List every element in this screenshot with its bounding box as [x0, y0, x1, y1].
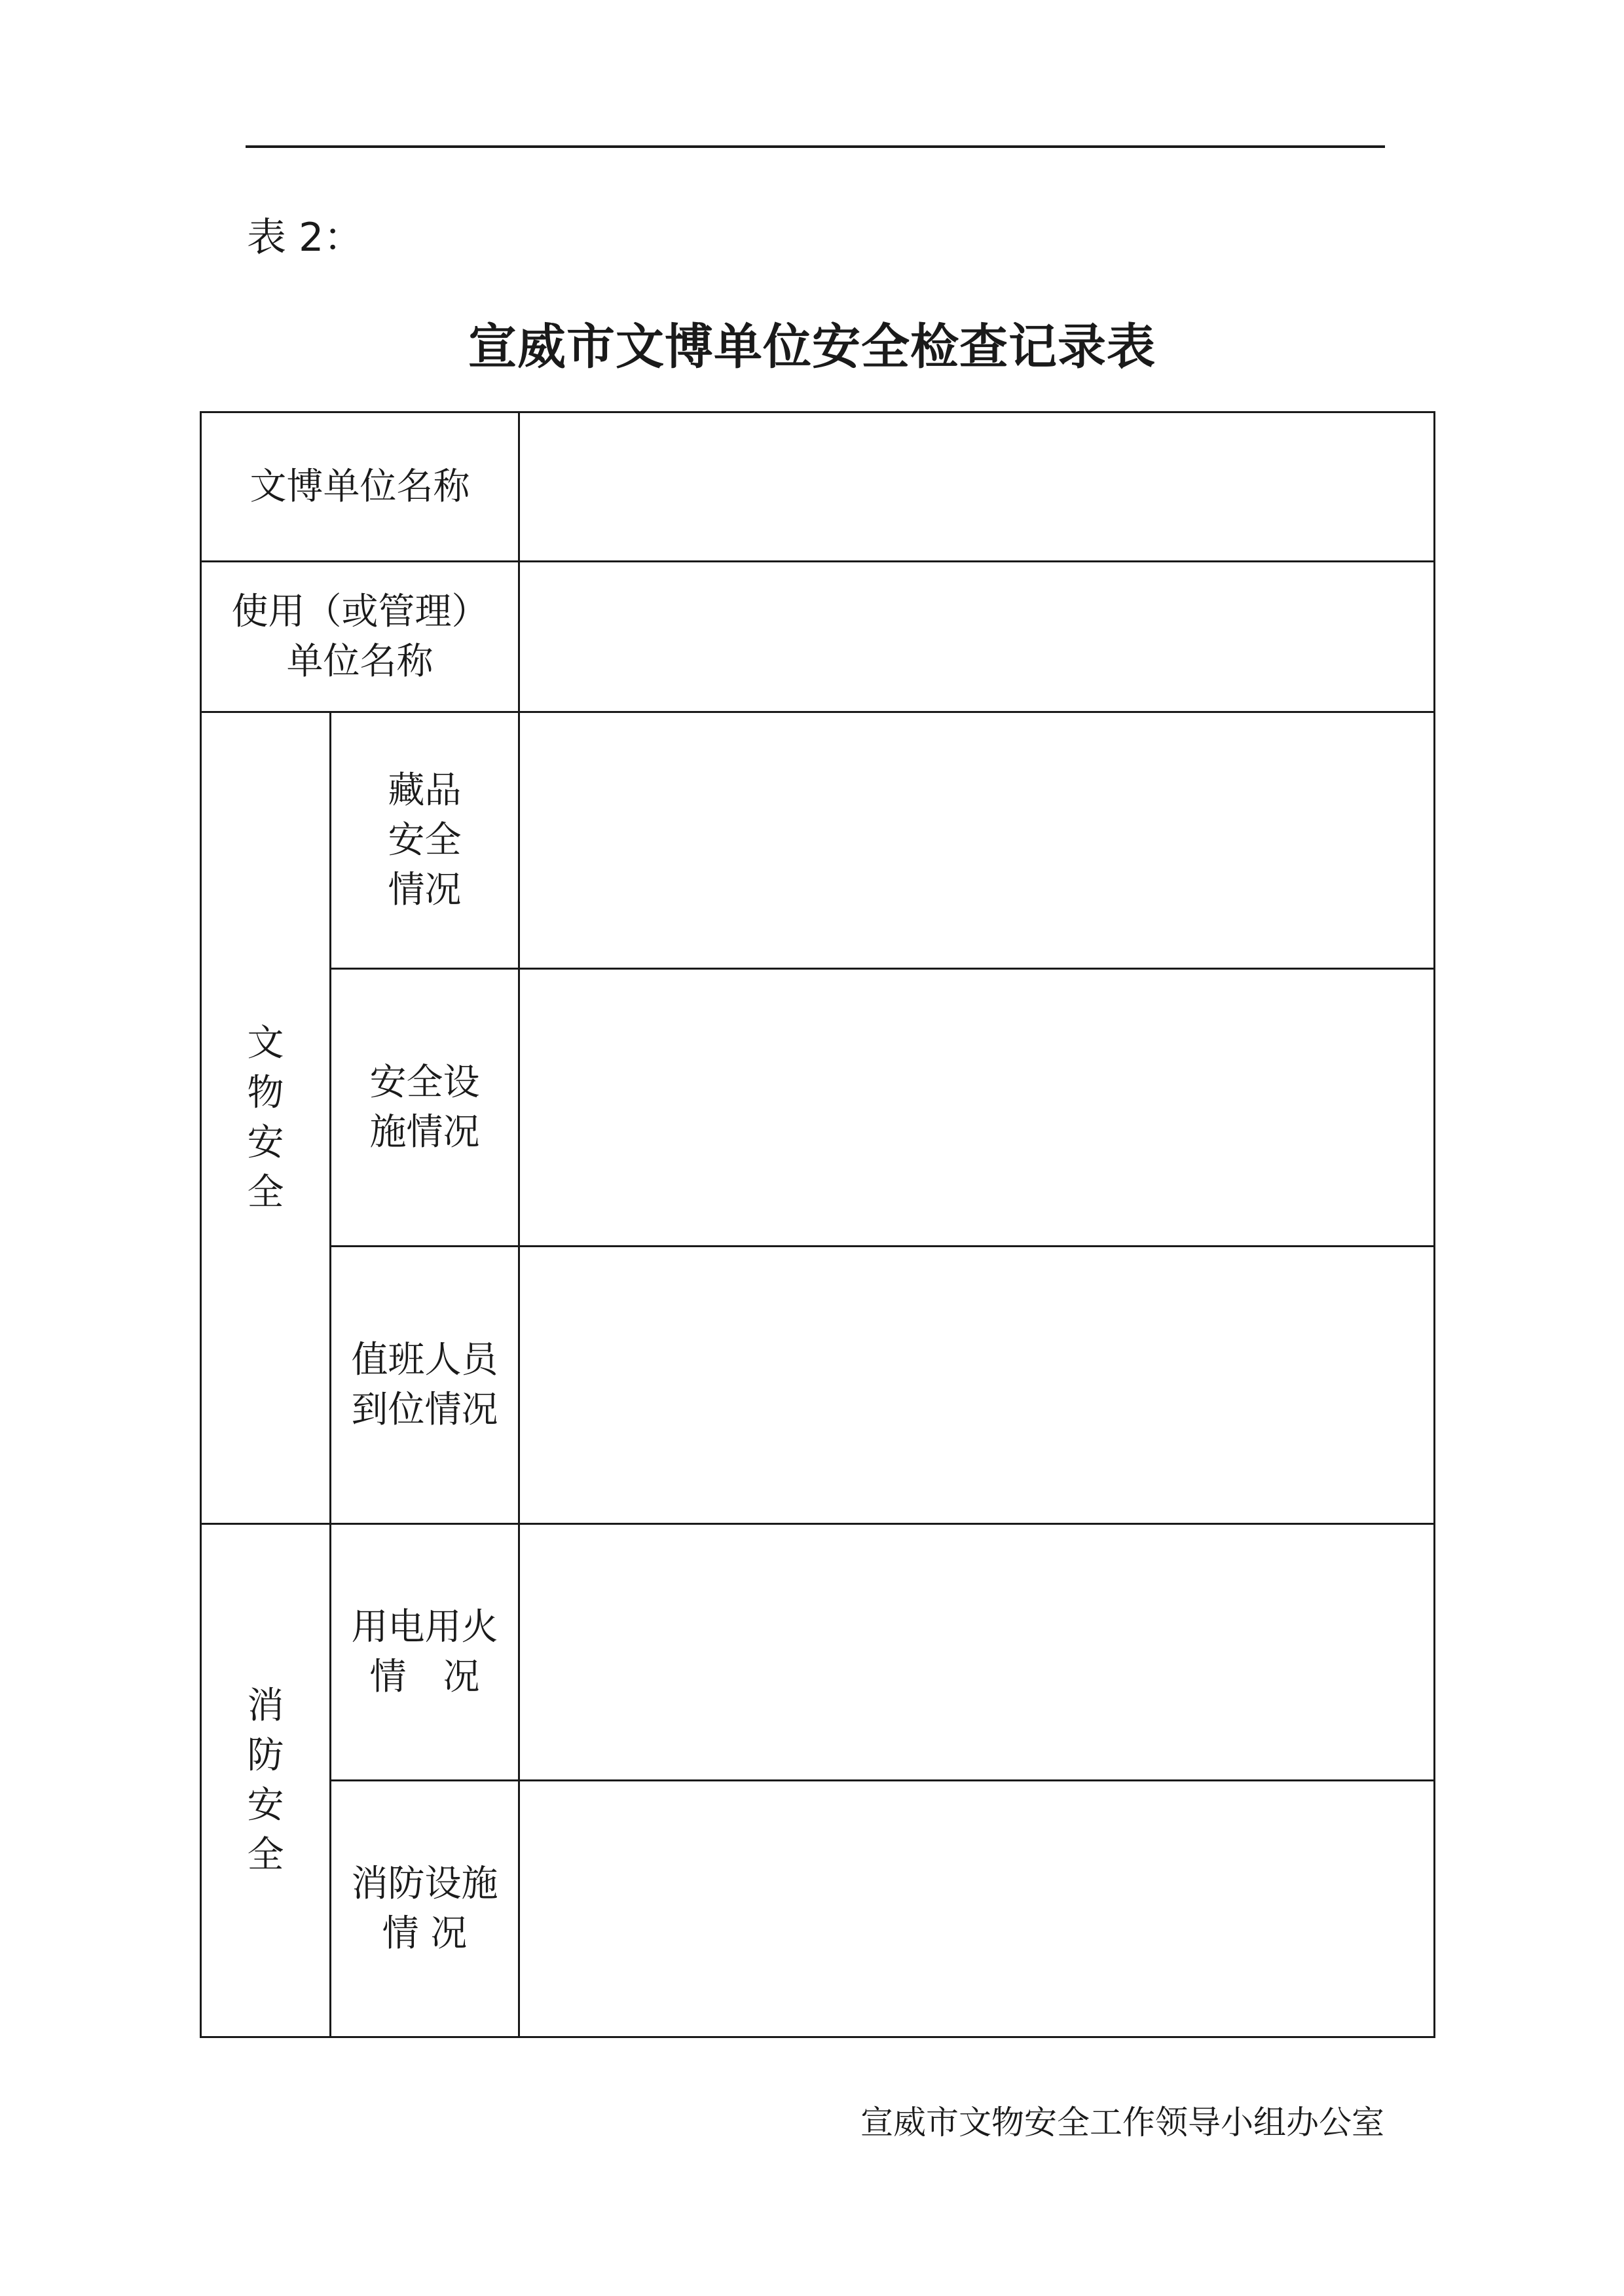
duty-staff-value-cell[interactable] — [519, 1247, 1435, 1524]
electricity-fire-label: 用电用火 情 况 — [351, 1605, 498, 1698]
safety-facilities-label-cell — [331, 969, 519, 1247]
table-row-duty-staff — [201, 1247, 1435, 1524]
unit-name-label-cell — [201, 412, 519, 562]
table-row-unit-name — [201, 412, 1435, 562]
inspection-record-table — [200, 411, 1435, 2038]
safety-facilities-value-cell[interactable] — [519, 969, 1435, 1247]
user-unit-label-cell — [201, 562, 519, 712]
user-unit-label: 使用（或管理） 单位名称 — [231, 590, 489, 683]
fire-safety-group-cell — [201, 1524, 331, 2037]
unit-name-label: 文博单位名称 — [249, 465, 470, 508]
table-row-user-unit — [201, 562, 1435, 712]
table-row-fire-facilities — [201, 1781, 1435, 2037]
collection-safety-label-cell — [331, 712, 519, 969]
fire-facilities-value-cell[interactable] — [519, 1781, 1435, 2037]
table-number: 表 2： — [247, 215, 363, 261]
table-row-collection-safety — [201, 712, 1435, 969]
issuing-organization: 宣威市文物安全工作领导小组办公室 — [860, 2104, 1384, 2141]
document-title: 宣威市文博单位安全检查记录表 — [468, 319, 1156, 375]
cultural-relic-safety-label: 文物安全 — [247, 1021, 284, 1214]
electricity-fire-label-cell — [331, 1524, 519, 1781]
safety-facilities-label: 安全设 施情况 — [369, 1061, 480, 1154]
header-rule — [246, 145, 1385, 148]
duty-staff-label: 值班人员 到位情况 — [351, 1338, 498, 1431]
collection-safety-label: 藏品 安全 情况 — [388, 769, 462, 911]
collection-safety-value-cell[interactable] — [519, 712, 1435, 969]
user-unit-value-cell[interactable] — [519, 562, 1435, 712]
table-row-safety-facilities — [201, 969, 1435, 1247]
electricity-fire-value-cell[interactable] — [519, 1524, 1435, 1781]
duty-staff-label-cell — [331, 1247, 519, 1524]
fire-facilities-label-cell — [331, 1781, 519, 2037]
table-row-electricity-fire — [201, 1524, 1435, 1781]
unit-name-value-cell[interactable] — [519, 412, 1435, 562]
fire-facilities-label: 消防设施 情 况 — [351, 1862, 498, 1955]
cultural-relic-safety-group-cell — [201, 712, 331, 1524]
fire-safety-label: 消防安全 — [247, 1684, 284, 1876]
